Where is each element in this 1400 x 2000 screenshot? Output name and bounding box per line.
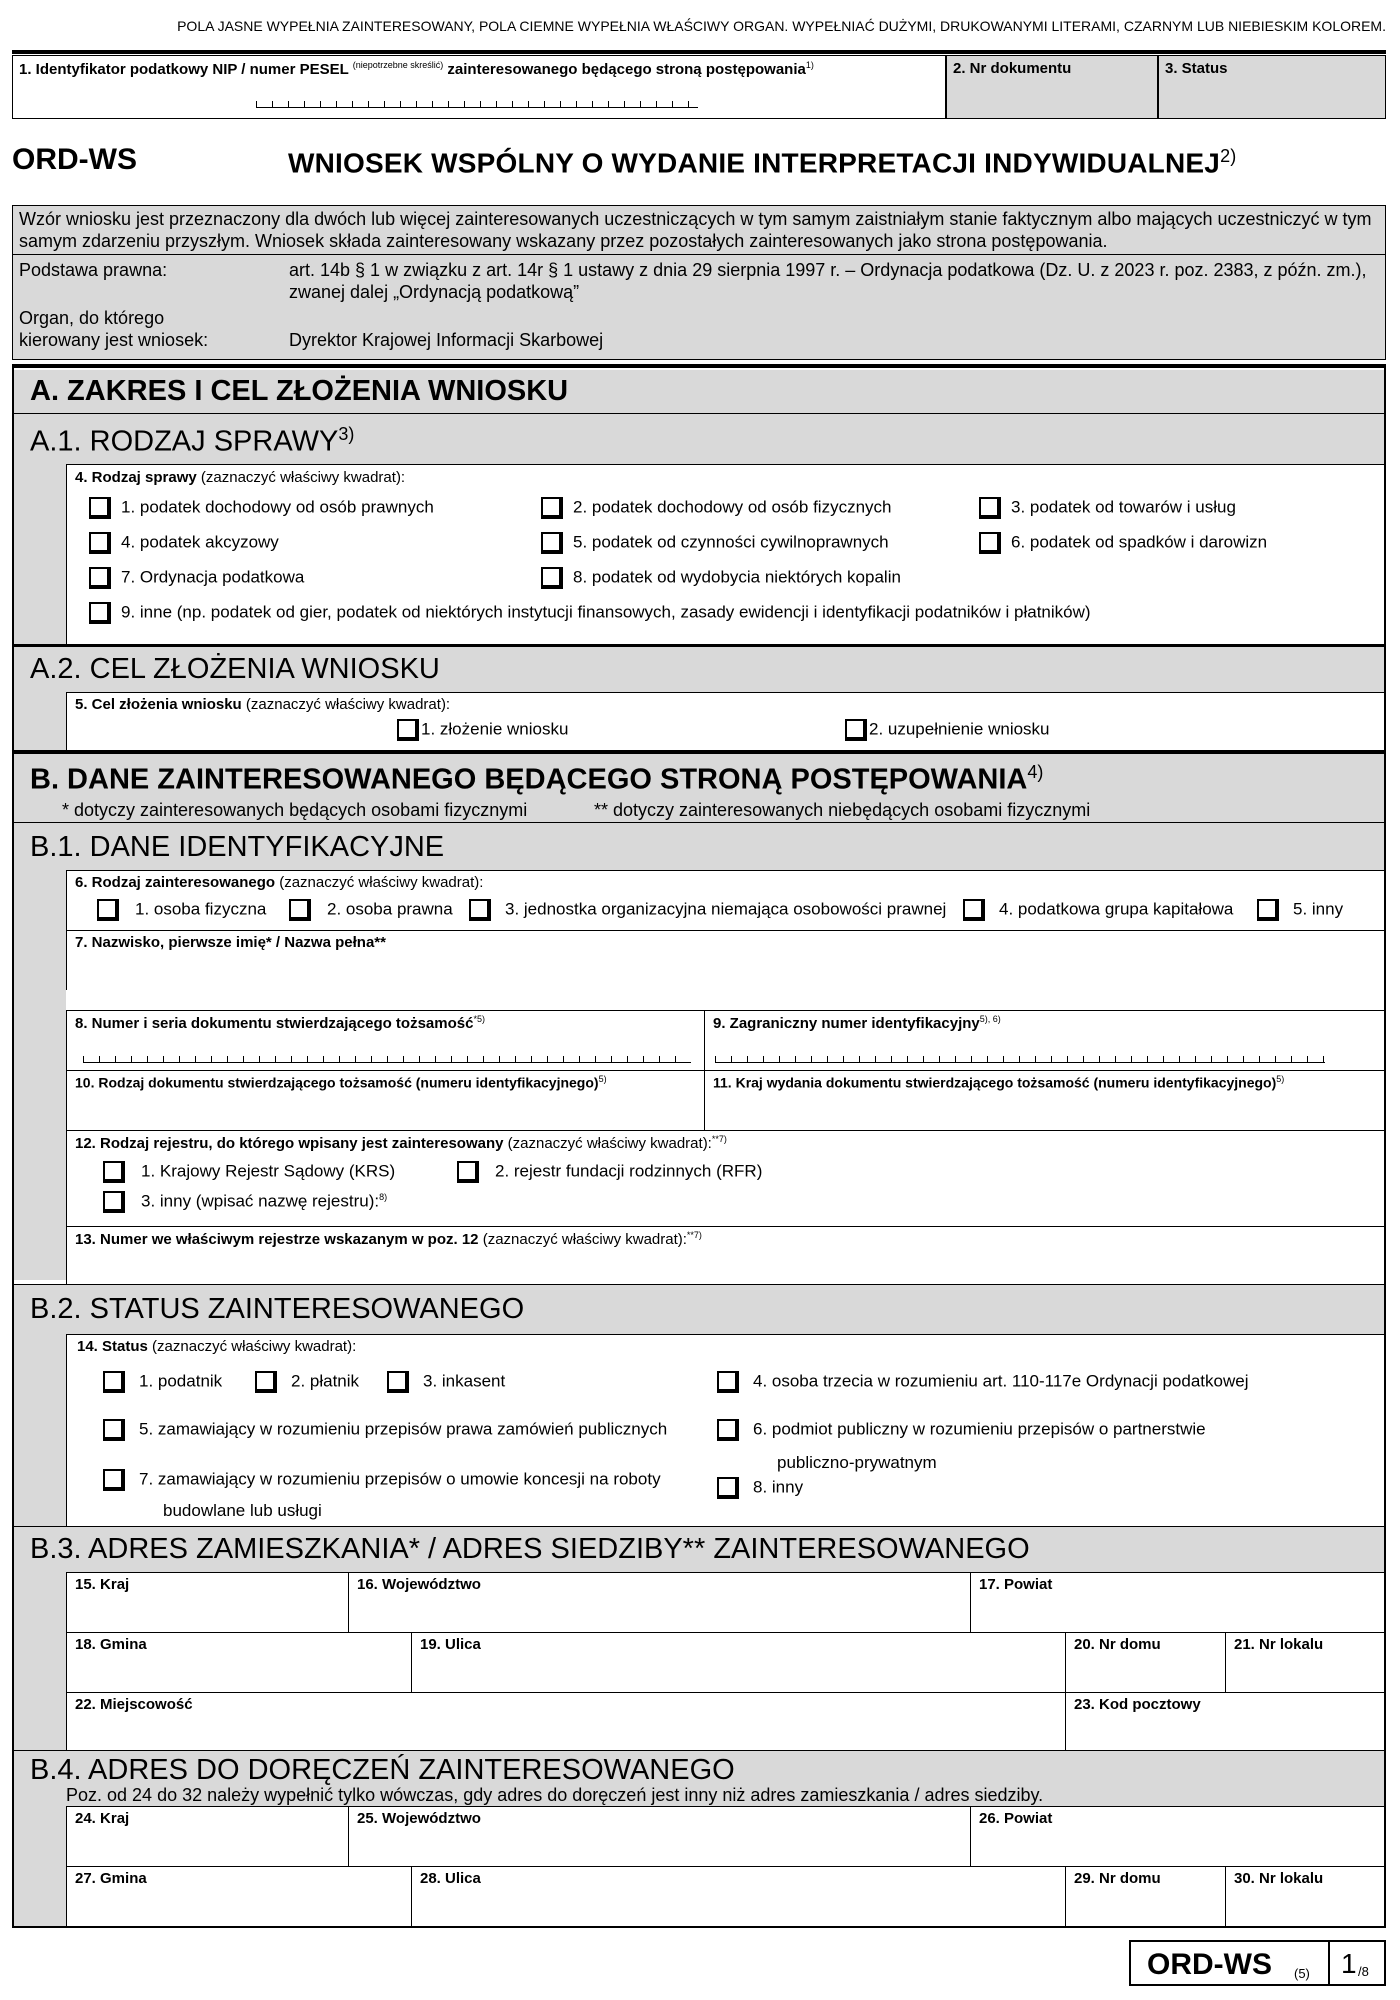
field-12-sup: **7)	[711, 1134, 727, 1144]
field-2-label: 2. Nr dokumentu	[953, 60, 1072, 77]
left-margin-b4	[14, 1806, 66, 1926]
field-1-nip-pesel[interactable]	[12, 55, 946, 119]
status-option-1[interactable]: 1. podatnik	[103, 1371, 222, 1393]
field-4-case-type	[66, 464, 1384, 644]
status-option-4[interactable]: 4. osoba trzecia w rozumieniu art. 110-117e Ordynacji podatkowej	[717, 1371, 1248, 1393]
status-option-6[interactable]: 6. podmiot publiczny w rozumieniu przepisów o partnerstwie	[717, 1419, 1206, 1441]
field-26-county[interactable]	[970, 1806, 1384, 1866]
purpose-option-1[interactable]: 1. złożenie wniosku	[397, 719, 568, 741]
section-b2-title: B.2. STATUS ZAINTERESOWANEGO	[30, 1293, 525, 1325]
footer-form-code: ORD-WS	[1147, 1948, 1272, 1981]
field-27-municipality[interactable]	[66, 1866, 411, 1926]
left-margin-b1	[14, 870, 66, 1280]
case-type-checkbox-2[interactable]	[541, 497, 563, 519]
field-13-register-number[interactable]	[66, 1226, 1384, 1284]
form-title-text: WNIOSEK WSPÓLNY O WYDANIE INTERPRETACJI INDYWIDUALNEJ	[288, 147, 1221, 179]
field-17-label: 17. Powiat	[979, 1576, 1053, 1593]
organ-label: Organ, do którego kierowany jest wniosek:	[19, 308, 209, 350]
field-26-label: 26. Powiat	[979, 1810, 1053, 1827]
field-7-label: 7. Nazwisko, pierwsze imię* / Nazwa pełna**	[75, 934, 386, 951]
field-27-label: 27. Gmina	[75, 1870, 147, 1887]
left-margin-b3	[14, 1572, 66, 1750]
field-29-house-number[interactable]	[1065, 1866, 1225, 1926]
status-option-2[interactable]: 2. płatnik	[255, 1371, 359, 1393]
case-type-option-1[interactable]: 1. podatek dochodowy od osób prawnych	[89, 497, 434, 519]
field-1-label-rest: zainteresowanego będącego stroną postępowania	[447, 61, 806, 78]
field-12-register-type	[66, 1130, 1384, 1226]
section-b2-header	[14, 1284, 1384, 1334]
field-8-sup: *5)	[473, 1014, 485, 1024]
field-2-document-number	[946, 55, 1158, 119]
left-margin-b2	[14, 1334, 66, 1526]
section-b-title: B. DANE ZAINTERESOWANEGO BĘDĄCEGO STRONĄ POSTĘPOWANIA	[30, 763, 1028, 796]
status-checkbox-8[interactable]	[717, 1477, 739, 1499]
footer-form-code-box	[1129, 1940, 1330, 1986]
section-a1-sup: 3)	[338, 424, 355, 444]
party-type-option-2[interactable]: 2. osoba prawna	[289, 899, 453, 921]
field-1-note: (niepotrzebne skreślić)	[352, 60, 444, 70]
field-10-document-type[interactable]	[66, 1070, 704, 1130]
info-box	[12, 205, 1386, 360]
party-type-checkbox-2[interactable]	[289, 899, 311, 921]
field-14-status	[66, 1334, 1384, 1526]
field-3-label: 3. Status	[1165, 60, 1228, 77]
field-18-municipality[interactable]	[66, 1632, 411, 1692]
field-9-sup: 5), 6)	[979, 1014, 1001, 1024]
purpose-checkbox-2[interactable]	[845, 719, 867, 741]
field-30-apartment-number[interactable]	[1225, 1866, 1384, 1926]
purpose-option-2[interactable]: 2. uzupełnienie wniosku	[845, 719, 1050, 741]
footer-form-version: (5)	[1294, 1966, 1310, 1981]
case-type-option-2[interactable]: 2. podatek dochodowy od osób fizycznych	[541, 497, 891, 519]
field-6-party-type	[66, 870, 1384, 930]
section-b4-header	[14, 1750, 1384, 1806]
register-option-1[interactable]: 1. Krajowy Rejestr Sądowy (KRS)	[103, 1161, 395, 1183]
party-type-checkbox-1[interactable]	[97, 899, 119, 921]
footer-page-total: /8	[1358, 1964, 1369, 1979]
section-a2-header	[14, 644, 1384, 692]
field-8-document-number[interactable]	[66, 1010, 704, 1070]
case-type-checkbox-1[interactable]	[89, 497, 111, 519]
case-type-option-9[interactable]: 9. inne (np. podatek od gier, podatek od niektórych instytucji finansowych, zasady ewidencji i identyfikacji podatników i płatników)	[89, 602, 1091, 624]
field-11-document-country[interactable]	[704, 1070, 1384, 1130]
field-28-label: 28. Ulica	[420, 1870, 481, 1887]
field-30-label: 30. Nr lokalu	[1234, 1870, 1324, 1887]
status-checkbox-3[interactable]	[387, 1371, 409, 1393]
field-9-digit-boxes[interactable]	[715, 1051, 1325, 1063]
section-b-sup: 4)	[1027, 762, 1044, 782]
case-type-checkbox-6[interactable]	[979, 532, 1001, 554]
field-14-hint: (zaznaczyć właściwy kwadrat):	[152, 1338, 357, 1355]
section-b3-title: B.3. ADRES ZAMIESZKANIA* / ADRES SIEDZIBY** ZAINTERESOWANEGO	[30, 1533, 1030, 1565]
section-a1-header	[14, 414, 1384, 464]
status-option-8[interactable]: 8. inny	[717, 1477, 803, 1499]
party-type-option-1[interactable]: 1. osoba fizyczna	[97, 899, 266, 921]
status-checkbox-7[interactable]	[103, 1469, 125, 1491]
field-5-purpose	[66, 692, 1384, 750]
left-margin-a1	[14, 464, 66, 644]
field-11-sup: 5)	[1276, 1074, 1285, 1084]
field-22-label: 22. Miejscowość	[75, 1696, 193, 1713]
case-type-option-3[interactable]: 3. podatek od towarów i usług	[979, 497, 1236, 519]
section-b1-header	[14, 822, 1384, 870]
field-28-street[interactable]	[411, 1866, 1065, 1926]
section-b-note-2: ** dotyczy zainteresowanych niebędących osobami fizycznymi	[594, 800, 1091, 820]
case-type-option-4[interactable]: 4. podatek akcyzowy	[89, 532, 279, 554]
field-7-name[interactable]	[66, 930, 1384, 990]
organ-text: Dyrektor Krajowej Informacji Skarbowej	[289, 330, 604, 350]
field-25-label: 25. Województwo	[357, 1810, 481, 1827]
section-a1-title: A.1. RODZAJ SPRAWY	[30, 425, 339, 458]
case-type-option-6[interactable]: 6. podatek od spadków i darowizn	[979, 532, 1267, 554]
field-15-label: 15. Kraj	[75, 1576, 130, 1593]
status-checkbox-4[interactable]	[717, 1371, 739, 1393]
section-b1-title: B.1. DANE IDENTYFIKACYJNE	[30, 831, 445, 863]
register-option-2[interactable]: 2. rejestr fundacji rodzinnych (RFR)	[457, 1161, 762, 1183]
party-type-checkbox-4[interactable]	[963, 899, 985, 921]
form-title	[288, 146, 1236, 179]
field-10-sup: 5)	[598, 1074, 607, 1084]
legal-basis-text: art. 14b § 1 w związku z art. 14r § 1 ustawy z dnia 29 sierpnia 1997 r. – Ordynacja podatkowa (Dz. U. z 2023 r. poz. 2383, z późn. zm.), zwanej dalej „Ordynacją podatkową”	[289, 260, 1367, 302]
field-9-foreign-id[interactable]	[704, 1010, 1384, 1070]
party-type-checkbox-3[interactable]	[469, 899, 491, 921]
party-type-checkbox-5[interactable]	[1257, 899, 1279, 921]
section-b3-header	[14, 1526, 1384, 1572]
field-20-label: 20. Nr domu	[1074, 1636, 1161, 1653]
purpose-checkbox-1[interactable]	[397, 719, 419, 741]
section-b4-title: B.4. ADRES DO DORĘCZEŃ ZAINTERESOWANEGO	[30, 1754, 735, 1786]
party-type-option-4[interactable]: 4. podatkowa grupa kapitałowa	[963, 899, 1233, 921]
status-checkbox-2[interactable]	[255, 1371, 277, 1393]
header-rule	[12, 50, 1386, 54]
footer-page-number: 1	[1341, 1948, 1357, 1979]
field-1-digit-boxes[interactable]	[256, 96, 698, 108]
section-a-header	[14, 370, 1384, 414]
form-code: ORD-WS	[12, 143, 137, 176]
case-type-checkbox-3[interactable]	[979, 497, 1001, 519]
field-6-hint: (zaznaczyć właściwy kwadrat):	[279, 874, 484, 891]
field-5-hint: (zaznaczyć właściwy kwadrat):	[245, 696, 451, 713]
footer-page-box	[1328, 1940, 1386, 1986]
instructions-note: POLA JASNE WYPEŁNIA ZAINTERESOWANY, POLA CIEMNE WYPEŁNIA WŁAŚCIWY ORGAN. WYPEŁNIAĆ DUŻYMI, DRUKOWANYMI LITERAMI, CZARNYM LUB NIEBIESKIM KOLOREM.	[177, 18, 1386, 34]
field-13-label: 13. Numer we właściwym rejestrze wskazanym w poz. 12	[75, 1231, 479, 1248]
field-23-postal-code[interactable]	[1065, 1692, 1384, 1750]
status-option-5[interactable]: 5. zamawiający w rozumieniu przepisów prawa zamówień publicznych	[103, 1419, 667, 1441]
field-3-status	[1158, 55, 1386, 119]
field-16-label: 16. Województwo	[357, 1576, 481, 1593]
field-21-apartment-number[interactable]	[1225, 1632, 1384, 1692]
field-13-sup: **7)	[686, 1230, 702, 1240]
status-option-3[interactable]: 3. inkasent	[387, 1371, 505, 1393]
field-16-voivodeship[interactable]	[348, 1572, 970, 1632]
field-1-label: 1. Identyfikator podatkowy NIP / numer PESEL	[19, 61, 349, 78]
field-19-street[interactable]	[411, 1632, 1065, 1692]
status-option-7[interactable]: 7. zamawiający w rozumieniu przepisów o umowie koncesji na roboty	[103, 1469, 661, 1491]
field-8-digit-boxes[interactable]	[83, 1051, 691, 1063]
field-1-sup: 1)	[805, 60, 814, 70]
status-checkbox-6[interactable]	[717, 1419, 739, 1441]
register-option-3[interactable]: 3. inny (wpisać nazwę rejestru):$^{8)}$	[103, 1191, 387, 1213]
field-12-hint: (zaznaczyć właściwy kwadrat):	[507, 1135, 712, 1152]
case-type-checkbox-7[interactable]	[89, 567, 111, 589]
section-b4-note: Poz. od 24 do 32 należy wypełnić tylko wówczas, gdy adres do doręczeń jest inny niż adres zamieszkania / adres siedziby.	[66, 1785, 1044, 1805]
field-4-hint: (zaznaczyć właściwy kwadrat):	[200, 469, 406, 486]
field-6-label: 6. Rodzaj zainteresowanego	[75, 874, 276, 891]
field-22-city[interactable]	[66, 1692, 1065, 1750]
status-checkbox-1[interactable]	[103, 1371, 125, 1393]
section-a2-title: A.2. CEL ZŁOŻENIA WNIOSKU	[30, 653, 440, 685]
register-option-3-sup: 8)	[379, 1191, 388, 1202]
case-type-option-7[interactable]: 7. Ordynacja podatkowa	[89, 567, 304, 589]
field-11-label: 11. Kraj wydania dokumentu stwierdzającego tożsamość (numeru identyfikacyjnego)	[713, 1074, 1277, 1091]
party-type-option-5[interactable]: 5. inny	[1257, 899, 1343, 921]
field-8-label: 8. Numer i seria dokumentu stwierdzającego tożsamość	[75, 1015, 474, 1032]
field-10-label: 10. Rodzaj dokumentu stwierdzającego tożsamość (numeru identyfikacyjnego)	[75, 1074, 599, 1091]
field-13-hint: (zaznaczyć właściwy kwadrat):	[482, 1231, 687, 1248]
left-margin-a2	[14, 692, 66, 750]
case-type-checkbox-5[interactable]	[541, 532, 563, 554]
field-21-label: 21. Nr lokalu	[1234, 1636, 1324, 1653]
field-4-label: 4. Rodzaj sprawy	[75, 469, 197, 486]
field-18-label: 18. Gmina	[75, 1636, 147, 1653]
field-24-label: 24. Kraj	[75, 1810, 130, 1827]
field-23-label: 23. Kod pocztowy	[1074, 1696, 1201, 1713]
case-type-option-8[interactable]: 8. podatek od wydobycia niektórych kopalin	[541, 567, 901, 589]
field-5-label: 5. Cel złożenia wniosku	[75, 696, 242, 713]
field-29-label: 29. Nr domu	[1074, 1870, 1161, 1887]
field-25-voivodeship[interactable]	[348, 1806, 970, 1866]
field-15-country[interactable]	[66, 1572, 348, 1632]
form-title-sup: 2)	[1220, 146, 1237, 166]
field-14-label: 14. Status	[77, 1338, 148, 1355]
register-checkbox-1[interactable]	[103, 1161, 125, 1183]
field-19-label: 19. Ulica	[420, 1636, 481, 1653]
section-b-note-1: * dotyczy zainteresowanych będących osobami fizycznymi	[62, 800, 528, 820]
case-type-checkbox-9[interactable]	[89, 602, 111, 624]
status-checkbox-5[interactable]	[103, 1419, 125, 1441]
section-a-title: A. ZAKRES I CEL ZŁOŻENIA WNIOSKU	[30, 375, 569, 407]
field-20-house-number[interactable]	[1065, 1632, 1225, 1692]
register-checkbox-3[interactable]	[103, 1191, 125, 1213]
field-24-country[interactable]	[66, 1806, 348, 1866]
status-option-6-cont: publiczno-prywatnym	[777, 1453, 937, 1472]
legal-basis-label: Podstawa prawna:	[19, 260, 168, 280]
section-b-header	[14, 750, 1384, 822]
field-17-county[interactable]	[970, 1572, 1384, 1632]
party-type-option-3[interactable]: 3. jednostka organizacyjna niemająca osobowości prawnej	[469, 899, 946, 921]
case-type-checkbox-8[interactable]	[541, 567, 563, 589]
field-12-label: 12. Rodzaj rejestru, do którego wpisany jest zainteresowany	[75, 1135, 504, 1152]
field-9-label: 9. Zagraniczny numer identyfikacyjny	[713, 1015, 980, 1032]
register-checkbox-2[interactable]	[457, 1161, 479, 1183]
status-option-7-cont: budowlane lub usługi	[163, 1501, 322, 1520]
case-type-checkbox-4[interactable]	[89, 532, 111, 554]
info-description: Wzór wniosku jest przeznaczony dla dwóch lub więcej zainteresowanych uczestniczących w tym samym zaistniałym stanie faktycznym albo mających uczestniczyć w tym samym zdarzeniu przyszłym. Wniosek składa zainteresowany wskazany przez pozostałych zainteresowanych jako strona postępowania.	[13, 206, 1385, 255]
case-type-option-5[interactable]: 5. podatek od czynności cywilnoprawnych	[541, 532, 889, 554]
